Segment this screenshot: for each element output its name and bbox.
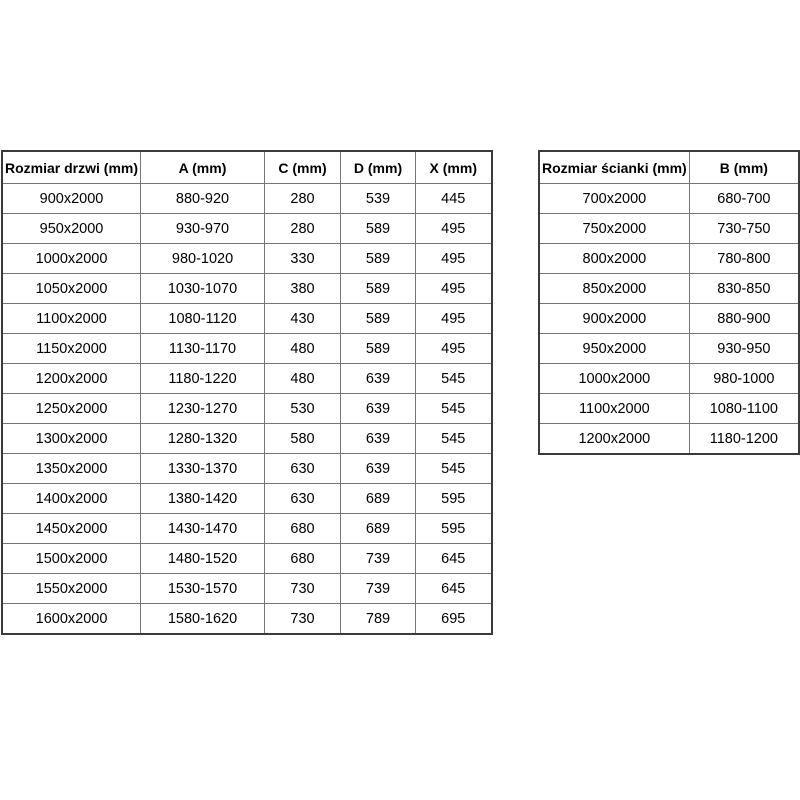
- table-row: [539, 334, 799, 364]
- wall-table-body: [539, 184, 799, 455]
- table-cell: 495: [416, 304, 492, 334]
- door-dimensions-section: [1, 150, 493, 635]
- wall-dimensions-table: [538, 150, 800, 455]
- table-row: [2, 514, 492, 544]
- table-cell: 1530-1570: [141, 574, 265, 604]
- table-cell: 445: [416, 184, 492, 214]
- table-row: [2, 274, 492, 304]
- column-header: D (mm): [341, 151, 416, 184]
- wall-table-head: [539, 151, 799, 184]
- table-cell: 1580-1620: [141, 604, 265, 635]
- table-cell: 1150x2000: [2, 334, 141, 364]
- table-row: [2, 244, 492, 274]
- table-cell: 539: [341, 184, 416, 214]
- table-cell: 1430-1470: [141, 514, 265, 544]
- table-cell: 530: [265, 394, 341, 424]
- table-row: [2, 574, 492, 604]
- table-cell: 730: [265, 604, 341, 635]
- table-cell: 330: [265, 244, 341, 274]
- table-cell: 595: [416, 484, 492, 514]
- table-cell: 800x2000: [539, 244, 689, 274]
- table-row: [2, 214, 492, 244]
- table-cell: 1330-1370: [141, 454, 265, 484]
- wall-dimensions-section: [538, 150, 800, 455]
- table-cell: 1050x2000: [2, 274, 141, 304]
- table-row: [2, 604, 492, 635]
- table-row: [2, 394, 492, 424]
- table-cell: 280: [265, 184, 341, 214]
- table-row: [2, 184, 492, 214]
- table-cell: 1600x2000: [2, 604, 141, 635]
- table-cell: 689: [341, 514, 416, 544]
- table-row: [2, 454, 492, 484]
- table-cell: 1380-1420: [141, 484, 265, 514]
- table-cell: 1100x2000: [2, 304, 141, 334]
- table-header-row: [2, 151, 492, 184]
- table-header-row: [539, 151, 799, 184]
- table-cell: 739: [341, 544, 416, 574]
- table-cell: 1130-1170: [141, 334, 265, 364]
- table-cell: 580: [265, 424, 341, 454]
- table-cell: 1000x2000: [539, 364, 689, 394]
- table-cell: 1030-1070: [141, 274, 265, 304]
- table-cell: 695: [416, 604, 492, 635]
- table-cell: 980-1000: [689, 364, 799, 394]
- table-row: [539, 214, 799, 244]
- table-cell: 630: [265, 484, 341, 514]
- table-cell: 545: [416, 394, 492, 424]
- table-cell: 1480-1520: [141, 544, 265, 574]
- table-cell: 495: [416, 214, 492, 244]
- table-cell: 380: [265, 274, 341, 304]
- table-cell: 750x2000: [539, 214, 689, 244]
- table-cell: 280: [265, 214, 341, 244]
- table-cell: 1550x2000: [2, 574, 141, 604]
- table-cell: 780-800: [689, 244, 799, 274]
- table-cell: 589: [341, 304, 416, 334]
- table-row: [2, 544, 492, 574]
- table-cell: 739: [341, 574, 416, 604]
- table-cell: 630: [265, 454, 341, 484]
- column-header: C (mm): [265, 151, 341, 184]
- table-row: [2, 334, 492, 364]
- table-cell: 480: [265, 364, 341, 394]
- column-header: X (mm): [416, 151, 492, 184]
- table-cell: 639: [341, 394, 416, 424]
- table-cell: 1450x2000: [2, 514, 141, 544]
- table-cell: 1100x2000: [539, 394, 689, 424]
- table-cell: 880-900: [689, 304, 799, 334]
- table-cell: 930-970: [141, 214, 265, 244]
- table-cell: 830-850: [689, 274, 799, 304]
- table-cell: 495: [416, 244, 492, 274]
- table-cell: 880-920: [141, 184, 265, 214]
- table-row: [539, 394, 799, 424]
- table-cell: 545: [416, 424, 492, 454]
- table-cell: 480: [265, 334, 341, 364]
- table-cell: 1350x2000: [2, 454, 141, 484]
- column-header: B (mm): [689, 151, 799, 184]
- table-row: [2, 364, 492, 394]
- column-header: Rozmiar ścianki (mm): [539, 151, 689, 184]
- table-cell: 495: [416, 274, 492, 304]
- table-cell: 545: [416, 364, 492, 394]
- table-cell: 950x2000: [539, 334, 689, 364]
- table-cell: 700x2000: [539, 184, 689, 214]
- table-cell: 1300x2000: [2, 424, 141, 454]
- table-cell: 495: [416, 334, 492, 364]
- table-row: [2, 484, 492, 514]
- table-cell: 639: [341, 454, 416, 484]
- table-cell: 680: [265, 544, 341, 574]
- table-cell: 900x2000: [2, 184, 141, 214]
- table-cell: 1200x2000: [2, 364, 141, 394]
- table-cell: 730-750: [689, 214, 799, 244]
- table-cell: 1080-1100: [689, 394, 799, 424]
- table-cell: 1230-1270: [141, 394, 265, 424]
- column-header: A (mm): [141, 151, 265, 184]
- table-row: [539, 304, 799, 334]
- table-cell: 1400x2000: [2, 484, 141, 514]
- table-cell: 589: [341, 274, 416, 304]
- table-cell: 545: [416, 454, 492, 484]
- door-table-body: [2, 184, 492, 635]
- table-cell: 645: [416, 544, 492, 574]
- table-cell: 1080-1120: [141, 304, 265, 334]
- table-cell: 1180-1220: [141, 364, 265, 394]
- table-cell: 1200x2000: [539, 424, 689, 455]
- table-cell: 1280-1320: [141, 424, 265, 454]
- table-row: [539, 244, 799, 274]
- table-cell: 850x2000: [539, 274, 689, 304]
- table-cell: 1180-1200: [689, 424, 799, 455]
- table-cell: 645: [416, 574, 492, 604]
- table-row: [539, 184, 799, 214]
- door-table-head: [2, 151, 492, 184]
- table-cell: 595: [416, 514, 492, 544]
- table-cell: 589: [341, 214, 416, 244]
- table-cell: 950x2000: [2, 214, 141, 244]
- door-dimensions-table: [1, 150, 493, 635]
- table-cell: 589: [341, 244, 416, 274]
- table-cell: 730: [265, 574, 341, 604]
- table-cell: 980-1020: [141, 244, 265, 274]
- table-cell: 639: [341, 364, 416, 394]
- table-cell: 930-950: [689, 334, 799, 364]
- table-cell: 689: [341, 484, 416, 514]
- table-cell: 430: [265, 304, 341, 334]
- table-cell: 680-700: [689, 184, 799, 214]
- table-cell: 1000x2000: [2, 244, 141, 274]
- column-header: Rozmiar drzwi (mm): [2, 151, 141, 184]
- table-cell: 900x2000: [539, 304, 689, 334]
- table-row: [539, 364, 799, 394]
- table-cell: 639: [341, 424, 416, 454]
- table-cell: 589: [341, 334, 416, 364]
- table-cell: 789: [341, 604, 416, 635]
- table-row: [539, 424, 799, 455]
- table-cell: 680: [265, 514, 341, 544]
- table-row: [2, 304, 492, 334]
- table-cell: 1500x2000: [2, 544, 141, 574]
- table-cell: 1250x2000: [2, 394, 141, 424]
- table-row: [2, 424, 492, 454]
- table-row: [539, 274, 799, 304]
